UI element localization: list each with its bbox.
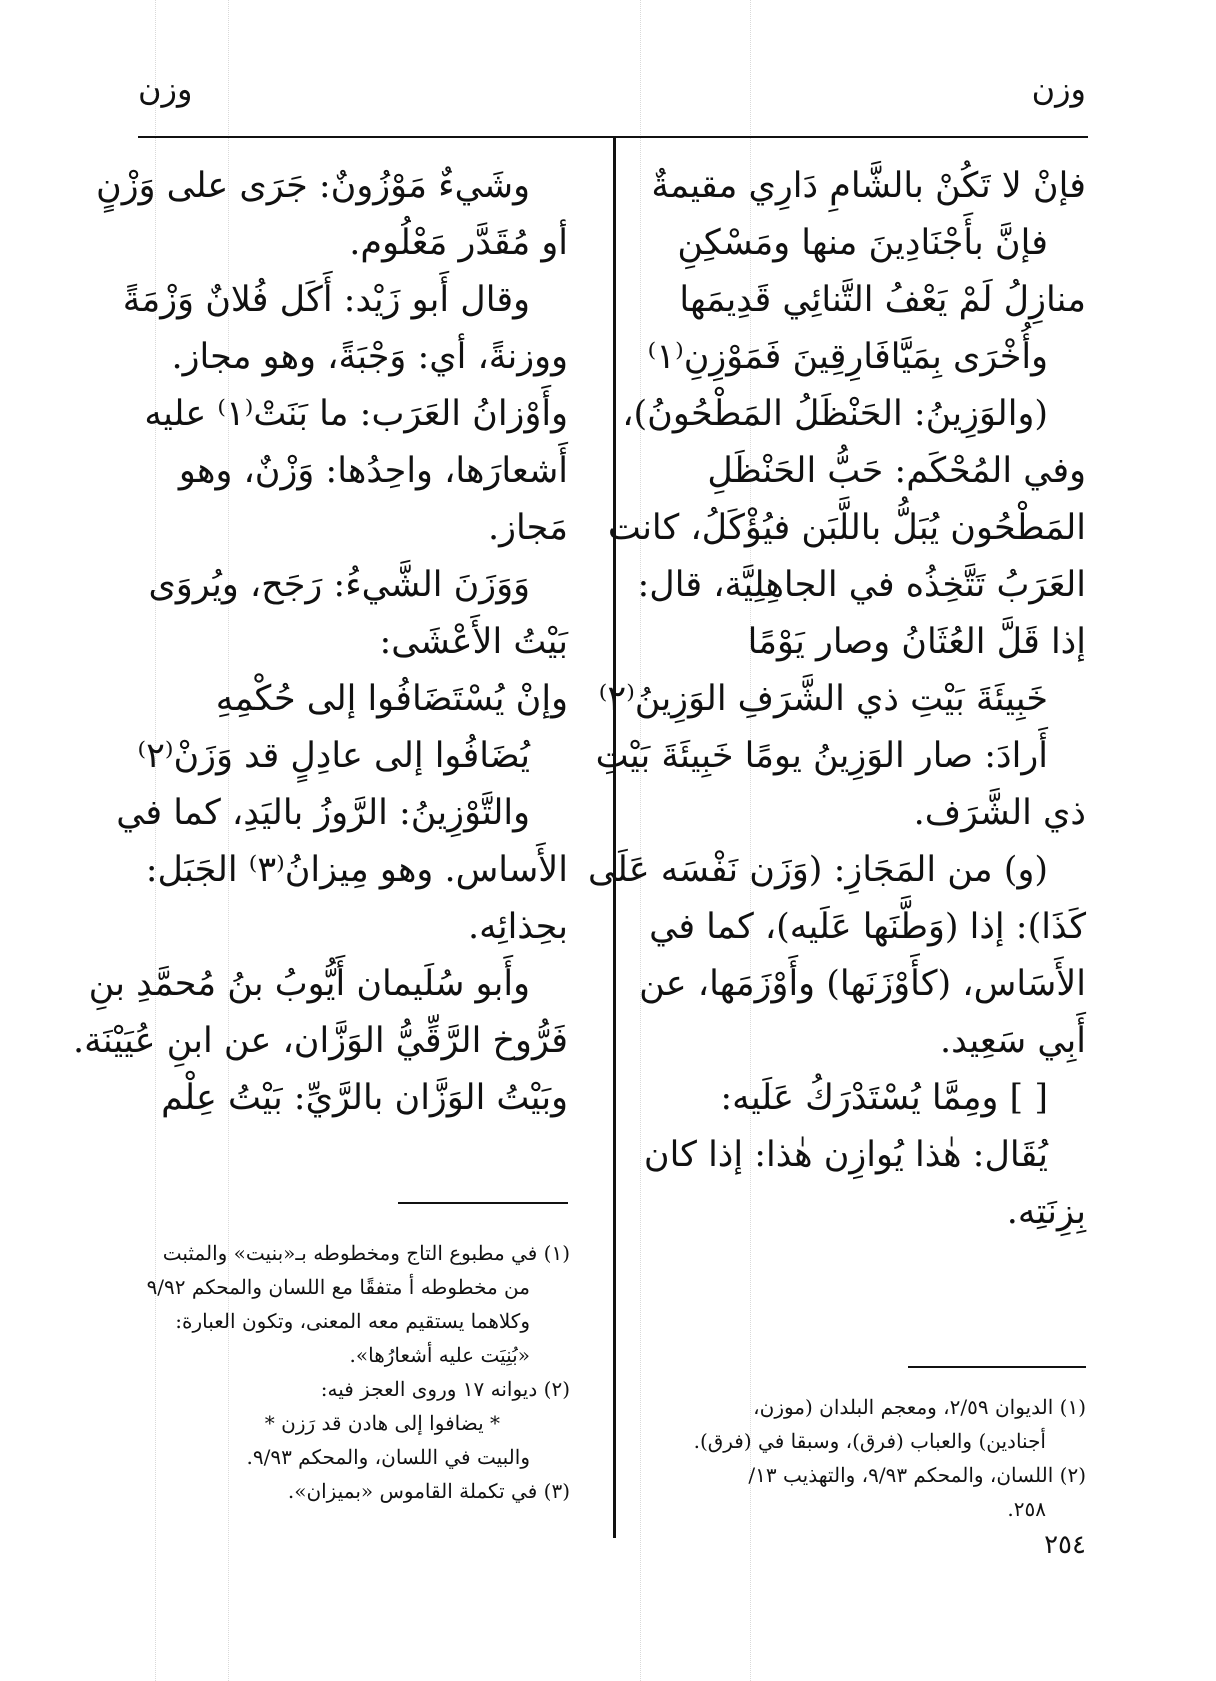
text-line: يُقَال: هٰذا يُوازِن هٰذا: إذا كان [643, 1135, 1048, 1175]
text-line: والتَّوْزِينُ: الرَّوزُ باليَدِ، كما في [116, 793, 530, 833]
verse-line: إذا قَلَّ العُثَانُ وصار يَوْمًا [747, 622, 1086, 662]
text-line: وقال أَبو زَيْد: أَكَل فُلانٌ وَزْمَةً [122, 280, 530, 320]
text-line: بِزِنَتِه. [1006, 1192, 1086, 1232]
footnote [654, 1390, 1086, 1424]
footnote [142, 1236, 570, 1270]
footnote [142, 1474, 570, 1508]
footnote-text: ديوانه ١٧ وروى العجز فيه: [320, 1377, 538, 1401]
footnote [142, 1372, 570, 1406]
verse-line: خَبِيئَةَ بَيْتِ ذي الشَّرَفِ الوَزِينُ⁽٢⁾ [598, 679, 1048, 719]
text-line: أو مُقَدَّر مَعْلُوم. [349, 223, 568, 263]
footnote-text: والبيت في اللسان، والمحكم ٩/٩٣. [246, 1445, 530, 1469]
text-line: وأَوْزانُ العَرَب: ما بَنَتْ⁽١⁾ عليه [144, 394, 568, 434]
text-line: بحِذائِه. [467, 907, 568, 947]
verse-line: منازِلُ لَمْ يَعْفُ التَّنائِي قَدِيمَها [679, 280, 1086, 320]
footnote-text: في تكملة القاموس «بميزان». [287, 1479, 538, 1503]
text-line: فَرُّوخ الرَّقِّيُّ الوَزَّان، عن ابنِ عُيَيْنَة. [73, 1021, 568, 1061]
left-column [73, 158, 568, 1127]
text-line: المَطْحُون يُبَلُّ باللَّبَن فيُؤْكَلُ، كانت [607, 508, 1086, 548]
text-line: أَرادَ: صار الوَزِينُ يومًا خَبِيئَةَ بَيْتِ [595, 736, 1048, 776]
text-line: ذي الشَّرَف. [913, 793, 1086, 833]
verse-line: وإنْ يُسْتَضَافُوا إلى حُكْمِهِ [215, 679, 568, 719]
text-line: الأَسَاس، (كأَوْزَنَها) وأَوْزَمَها، عن [639, 964, 1086, 1004]
footnote-text: من مخطوطه أ متفقًا مع اللسان والمحكم ٩/٩٢ [146, 1275, 530, 1299]
text-line: الأَساس. وهو مِيزانُ⁽٣⁾ الجَبَل: [145, 850, 568, 890]
text-line: وَوَزَنَ الشَّيءُ: رَجَح، ويُروَى [148, 565, 530, 605]
footnote-text: في مطبوع التاج ومخطوطه بـ«بنيت» والمثبت [162, 1241, 538, 1265]
footnote-text: «بُنِيَت عليه أشعارُها». [349, 1343, 530, 1367]
right-column [587, 158, 1086, 1241]
page-number: ٢٥٤ [1044, 1530, 1086, 1560]
verse-line: يُضَافُوا إلى عادِلٍ قد وَزَنْ⁽٢⁾ [137, 736, 530, 776]
footnote [654, 1458, 1086, 1492]
footnote-text: وكلاهما يستقيم معه المعنى، وتكون العبارة: [175, 1309, 530, 1333]
footnote-text: ٢٥٨. [1007, 1497, 1046, 1521]
text-line: (و) من المَجَازِ: (وَزَن نَفْسَه عَلَى [587, 850, 1048, 890]
text-line: وفي المُحْكَم: حَبُّ الحَنْظَلِ [707, 451, 1086, 491]
footnote-number: (٢) [1059, 1463, 1086, 1487]
footnote-text: الديوان ٢/٥٩، ومعجم البلدان (موزن، [753, 1395, 1054, 1419]
text-line: ووزنةً، أي: وَجْبَةً، وهو مجاز. [171, 337, 568, 377]
running-header-right: وزن [1031, 70, 1086, 108]
text-line: [ ] ومِمَّا يُسْتَدْرَكُ عَلَيه: [720, 1078, 1048, 1118]
footnote-number: (١) [1059, 1395, 1086, 1419]
text-line: أَشعارَها، واحِدُها: وَزْنٌ، وهو [178, 451, 568, 491]
footnote-number: (٢) [543, 1377, 570, 1401]
footnote-rule [398, 1202, 568, 1204]
footnote-number: (٣) [543, 1479, 570, 1503]
footnote-text: اللسان، والمحكم ٩/٩٣، والتهذيب ١٣/ [748, 1463, 1054, 1487]
verse-line: وأُخْرَى بِمَيَّافَارِقِينَ فَمَوْزِنِ⁽١⁾ [647, 337, 1048, 377]
footnote-rule [908, 1366, 1086, 1368]
footnote-text: أجنادين) والعباب (فرق)، وسبقا في (فرق). [693, 1429, 1046, 1453]
verse-line: فإنْ لا تَكُنْ بالشَّامِ دَارِي مقيمةٌ [651, 166, 1086, 206]
footnotes-left [142, 1236, 570, 1508]
text-line: (والوَزِينُ: الحَنْظَلُ المَطْحُونُ)، [622, 394, 1048, 434]
footnote-verse: * يضافوا إلى هادن قد رَزن * [264, 1411, 500, 1435]
column-divider [613, 138, 616, 1538]
text-line: بَيْتُ الأَعْشَى: [379, 622, 568, 662]
text-line: مَجاز. [487, 508, 568, 548]
verse-line: فإنَّ بأَجْنَادِينَ منها ومَسْكِنِ [677, 223, 1048, 263]
text-line: وبَيْتُ الوَزَّان بالرَّيِّ: بَيْتُ عِلْم [161, 1078, 568, 1118]
text-line: وشَيءٌ مَوْزُونٌ: جَرَى على وَزْنٍ [96, 166, 530, 206]
text-line: العَرَبُ تَتَّخِذُه في الجاهِلِيَّة، قال: [637, 565, 1086, 605]
text-line: كَذَا): إذا (وَطَّنَها عَلَيه)، كما في [649, 907, 1086, 947]
running-header-left: وزن [138, 70, 193, 108]
footnotes-right [654, 1390, 1086, 1526]
scan-guide-line [640, 0, 641, 1681]
text-line: أَبِي سَعِيد. [939, 1021, 1086, 1061]
footnote-number: (١) [543, 1241, 570, 1265]
text-line: وأَبو سُلَيمان أَيُّوبُ بنُ مُحمَّدِ بنِ [88, 964, 530, 1004]
